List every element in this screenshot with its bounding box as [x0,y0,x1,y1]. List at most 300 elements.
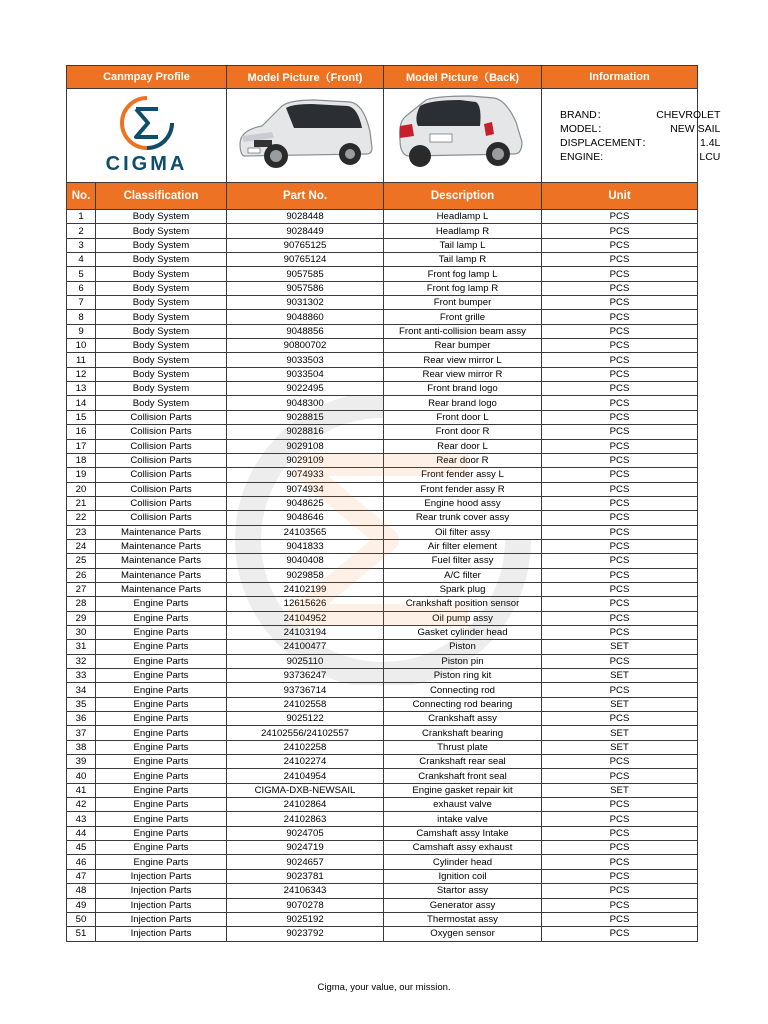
column-header-row [67,183,698,210]
row-description: Crankshaft assy [384,712,542,726]
row-description: Generator assy [384,898,542,912]
row-classification: Body System [96,296,227,310]
row-description: Piston [384,640,542,654]
row-no: 48 [67,884,96,898]
table-row [67,310,698,324]
table-row [67,453,698,467]
row-unit: PCS [542,382,698,396]
row-description: Piston pin [384,654,542,668]
profile-header-row [67,66,698,89]
row-description: Front anti-collision beam assy [384,324,542,338]
row-classification: Engine Parts [96,697,227,711]
row-part-no: 9048300 [227,396,384,410]
table-row [67,869,698,883]
row-description: Tail lamp L [384,238,542,252]
row-part-no: 24102258 [227,740,384,754]
row-classification: Body System [96,339,227,353]
engine-label: ENGINE: [560,150,604,163]
information-header: Information [542,66,698,89]
row-unit: PCS [542,396,698,410]
row-no: 30 [67,625,96,639]
table-row [67,539,698,553]
table-row [67,625,698,639]
row-classification: Injection Parts [96,898,227,912]
row-no: 6 [67,281,96,295]
table-row [67,611,698,625]
row-classification: Injection Parts [96,884,227,898]
row-part-no: 9024719 [227,841,384,855]
vehicle-info-cell [542,89,721,183]
row-part-no: 24106343 [227,884,384,898]
model-picture-row [67,89,698,183]
row-unit: PCS [542,367,698,381]
row-description: Crankshaft front seal [384,769,542,783]
row-description: A/C filter [384,568,542,582]
row-no: 32 [67,654,96,668]
row-classification: Injection Parts [96,869,227,883]
row-no: 28 [67,597,96,611]
row-part-no: CIGMA-DXB-NEWSAIL [227,783,384,797]
row-classification: Maintenance Parts [96,554,227,568]
row-description: Front fog lamp R [384,281,542,295]
row-no: 7 [67,296,96,310]
company-profile-header: Canmpay Profile [67,66,227,89]
row-no: 33 [67,669,96,683]
table-row [67,812,698,826]
logo-cell [67,89,227,183]
table-row [67,783,698,797]
logo-wordmark: CIGMA [105,153,188,175]
table-row [67,884,698,898]
row-classification: Engine Parts [96,841,227,855]
row-unit: PCS [542,539,698,553]
row-description: Tail lamp R [384,253,542,267]
row-unit: PCS [542,439,698,453]
row-part-no: 9023781 [227,869,384,883]
row-part-no: 9028815 [227,410,384,424]
row-no: 1 [67,210,96,224]
brand-value: CHEVROLET [656,108,721,121]
row-description: Engine gasket repair kit [384,783,542,797]
table-row [67,382,698,396]
row-description: Oil filter assy [384,525,542,539]
row-part-no: 90765125 [227,238,384,252]
row-part-no: 90765124 [227,253,384,267]
row-no: 12 [67,367,96,381]
row-unit: SET [542,783,698,797]
row-description: Thermostat assy [384,912,542,926]
row-classification: Engine Parts [96,755,227,769]
row-no: 27 [67,582,96,596]
row-unit: PCS [542,496,698,510]
front-car-image [227,89,384,183]
row-classification: Engine Parts [96,783,227,797]
row-classification: Body System [96,382,227,396]
row-classification: Engine Parts [96,654,227,668]
parts-table [66,65,721,942]
row-classification: Engine Parts [96,798,227,812]
row-classification: Collision Parts [96,482,227,496]
row-no: 49 [67,898,96,912]
row-no: 40 [67,769,96,783]
row-part-no: 9041833 [227,539,384,553]
row-part-no: 9025122 [227,712,384,726]
row-unit: PCS [542,253,698,267]
row-description: Camshaft assy exhaust [384,841,542,855]
row-unit: PCS [542,281,698,295]
row-unit: PCS [542,597,698,611]
vehicle-info [542,108,721,164]
row-description: Crankshaft position sensor [384,597,542,611]
row-classification: Engine Parts [96,611,227,625]
table-row [67,640,698,654]
column-header-part-no: Part No. [227,183,384,210]
row-description: Headlamp R [384,224,542,238]
row-classification: Collision Parts [96,511,227,525]
table-row [67,912,698,926]
row-part-no: 9024657 [227,855,384,869]
row-no: 47 [67,869,96,883]
brand-label: BRAND： [560,108,608,121]
row-classification: Injection Parts [96,927,227,941]
row-classification: Injection Parts [96,912,227,926]
row-part-no: 9029108 [227,439,384,453]
row-no: 45 [67,841,96,855]
table-row [67,755,698,769]
row-classification: Engine Parts [96,826,227,840]
row-part-no: 9023792 [227,927,384,941]
row-unit: SET [542,697,698,711]
row-part-no: 24102556/24102557 [227,726,384,740]
row-description: Fuel filter assy [384,554,542,568]
row-part-no: 9033503 [227,353,384,367]
row-unit: PCS [542,554,698,568]
row-no: 20 [67,482,96,496]
table-row [67,238,698,252]
row-unit: PCS [542,912,698,926]
row-no: 25 [67,554,96,568]
table-row [67,511,698,525]
table-row [67,367,698,381]
row-description: Rear view mirror L [384,353,542,367]
row-unit: PCS [542,468,698,482]
row-no: 42 [67,798,96,812]
front-picture-header: Model Picture（Front) [227,66,384,89]
displacement-value: 1.4L [699,136,721,149]
footer-slogan: Cigma, your value, our mission. [317,982,451,993]
table-row [67,740,698,754]
table-row [67,482,698,496]
table-row [67,927,698,941]
table-row [67,396,698,410]
column-header-classification: Classification [96,183,227,210]
row-unit: PCS [542,855,698,869]
table-row [67,267,698,281]
row-no: 23 [67,525,96,539]
row-no: 16 [67,425,96,439]
row-part-no: 9048625 [227,496,384,510]
table-row [67,324,698,338]
row-description: Oxygen sensor [384,927,542,941]
row-unit: PCS [542,525,698,539]
row-part-no: 9029858 [227,568,384,582]
row-unit: PCS [542,310,698,324]
table-row [67,554,698,568]
row-classification: Maintenance Parts [96,539,227,553]
row-classification: Engine Parts [96,683,227,697]
row-classification: Engine Parts [96,625,227,639]
row-part-no: 9025110 [227,654,384,668]
row-unit: PCS [542,927,698,941]
table-row [67,726,698,740]
table-row [67,841,698,855]
row-description: Front door L [384,410,542,424]
model-label: MODEL： [560,122,608,135]
row-description: Front brand logo [384,382,542,396]
row-classification: Engine Parts [96,597,227,611]
row-classification: Engine Parts [96,640,227,654]
row-part-no: 9028448 [227,210,384,224]
row-classification: Body System [96,396,227,410]
displacement-label: DISPLACEMENT： [560,136,653,149]
table-row [67,353,698,367]
row-classification: Body System [96,310,227,324]
table-row [67,425,698,439]
back-car-image [384,89,542,183]
row-no: 2 [67,224,96,238]
row-classification: Collision Parts [96,439,227,453]
row-part-no: 9048856 [227,324,384,338]
row-description: Front bumper [384,296,542,310]
row-classification: Body System [96,324,227,338]
table-row [67,597,698,611]
row-classification: Collision Parts [96,425,227,439]
column-header-no: No. [67,183,96,210]
row-classification: Engine Parts [96,712,227,726]
row-part-no: 9048860 [227,310,384,324]
row-part-no: 12615626 [227,597,384,611]
row-unit: PCS [542,568,698,582]
row-description: Crankshaft rear seal [384,755,542,769]
table-row [67,253,698,267]
engine-value: LCU [699,150,721,163]
row-unit: PCS [542,683,698,697]
row-no: 39 [67,755,96,769]
row-classification: Collision Parts [96,410,227,424]
row-classification: Engine Parts [96,669,227,683]
row-part-no: 9025192 [227,912,384,926]
row-description: Piston ring kit [384,669,542,683]
table-row [67,669,698,683]
row-unit: PCS [542,841,698,855]
table-row [67,683,698,697]
row-part-no: 9028449 [227,224,384,238]
row-classification: Maintenance Parts [96,582,227,596]
row-part-no: 24102864 [227,798,384,812]
row-unit: PCS [542,884,698,898]
row-description: Front grille [384,310,542,324]
row-description: Connecting rod bearing [384,697,542,711]
row-no: 15 [67,410,96,424]
row-description: Rear view mirror R [384,367,542,381]
row-unit: PCS [542,511,698,525]
table-row [67,898,698,912]
row-part-no: 9057585 [227,267,384,281]
row-unit: PCS [542,238,698,252]
row-unit: PCS [542,296,698,310]
row-description: Front fender assy L [384,468,542,482]
table-row [67,654,698,668]
table-row [67,568,698,582]
table-row [67,410,698,424]
row-no: 35 [67,697,96,711]
row-part-no: 24104952 [227,611,384,625]
row-unit: PCS [542,453,698,467]
row-part-no: 24102863 [227,812,384,826]
row-part-no: 9031302 [227,296,384,310]
row-no: 36 [67,712,96,726]
row-part-no: 9040408 [227,554,384,568]
table-row [67,769,698,783]
row-part-no: 9074933 [227,468,384,482]
row-unit: PCS [542,224,698,238]
row-no: 29 [67,611,96,625]
table-row [67,855,698,869]
table-row [67,697,698,711]
row-part-no: 90800702 [227,339,384,353]
row-no: 37 [67,726,96,740]
row-part-no: 24103565 [227,525,384,539]
column-header-unit: Unit [542,183,698,210]
row-part-no: 24104954 [227,769,384,783]
table-row [67,798,698,812]
table-row [67,826,698,840]
row-description: Ignition coil [384,869,542,883]
row-unit: PCS [542,353,698,367]
row-description: Front fender assy R [384,482,542,496]
row-description: Startor assy [384,884,542,898]
row-part-no: 24100477 [227,640,384,654]
row-unit: PCS [542,210,698,224]
row-unit: SET [542,669,698,683]
row-unit: PCS [542,812,698,826]
row-part-no: 9074934 [227,482,384,496]
row-classification: Engine Parts [96,812,227,826]
row-part-no: 9022495 [227,382,384,396]
row-no: 26 [67,568,96,582]
cigma-logo-icon [116,95,178,151]
row-description: Oil pump assy [384,611,542,625]
row-description: Rear door R [384,453,542,467]
row-unit: PCS [542,755,698,769]
row-no: 18 [67,453,96,467]
row-part-no: 9048646 [227,511,384,525]
table-row [67,496,698,510]
row-part-no: 9029109 [227,453,384,467]
table-row [67,296,698,310]
row-classification: Collision Parts [96,468,227,482]
row-unit: PCS [542,712,698,726]
row-no: 19 [67,468,96,482]
row-description: Connecting rod [384,683,542,697]
row-classification: Body System [96,224,227,238]
row-description: Rear door L [384,439,542,453]
row-classification: Collision Parts [96,496,227,510]
row-no: 21 [67,496,96,510]
row-description: Crankshaft bearing [384,726,542,740]
row-no: 4 [67,253,96,267]
row-no: 10 [67,339,96,353]
row-description: Spark plug [384,582,542,596]
row-classification: Maintenance Parts [96,525,227,539]
row-unit: PCS [542,769,698,783]
row-classification: Engine Parts [96,740,227,754]
row-classification: Maintenance Parts [96,568,227,582]
row-no: 3 [67,238,96,252]
row-no: 8 [67,310,96,324]
row-part-no: 9057586 [227,281,384,295]
row-unit: PCS [542,654,698,668]
row-unit: SET [542,640,698,654]
row-unit: PCS [542,267,698,281]
row-unit: PCS [542,798,698,812]
row-no: 11 [67,353,96,367]
row-part-no: 93736714 [227,683,384,697]
model-value: NEW SAIL [670,122,721,135]
row-part-no: 93736247 [227,669,384,683]
row-unit: PCS [542,324,698,338]
row-part-no: 24102199 [227,582,384,596]
row-classification: Engine Parts [96,726,227,740]
row-description: Rear brand logo [384,396,542,410]
row-no: 24 [67,539,96,553]
parts-rows [67,210,698,942]
table-row [67,439,698,453]
row-unit: PCS [542,869,698,883]
table-row [67,468,698,482]
row-part-no: 9070278 [227,898,384,912]
row-no: 51 [67,927,96,941]
row-no: 50 [67,912,96,926]
row-unit: SET [542,740,698,754]
row-unit: PCS [542,582,698,596]
row-no: 22 [67,511,96,525]
row-no: 13 [67,382,96,396]
row-no: 14 [67,396,96,410]
row-no: 34 [67,683,96,697]
row-no: 43 [67,812,96,826]
row-no: 46 [67,855,96,869]
row-classification: Body System [96,210,227,224]
column-header-description: Description [384,183,542,210]
row-description: Cylinder head [384,855,542,869]
row-unit: PCS [542,611,698,625]
table-row [67,339,698,353]
row-description: Camshaft assy Intake [384,826,542,840]
row-unit: PCS [542,482,698,496]
row-description: Air filter element [384,539,542,553]
row-description: Engine hood assy [384,496,542,510]
row-classification: Engine Parts [96,769,227,783]
row-no: 38 [67,740,96,754]
row-classification: Collision Parts [96,453,227,467]
row-description: Headlamp L [384,210,542,224]
car-front-icon [232,92,378,174]
table-row [67,525,698,539]
row-classification: Body System [96,267,227,281]
table-row [67,582,698,596]
back-picture-header: Model Picture（Back) [384,66,542,89]
